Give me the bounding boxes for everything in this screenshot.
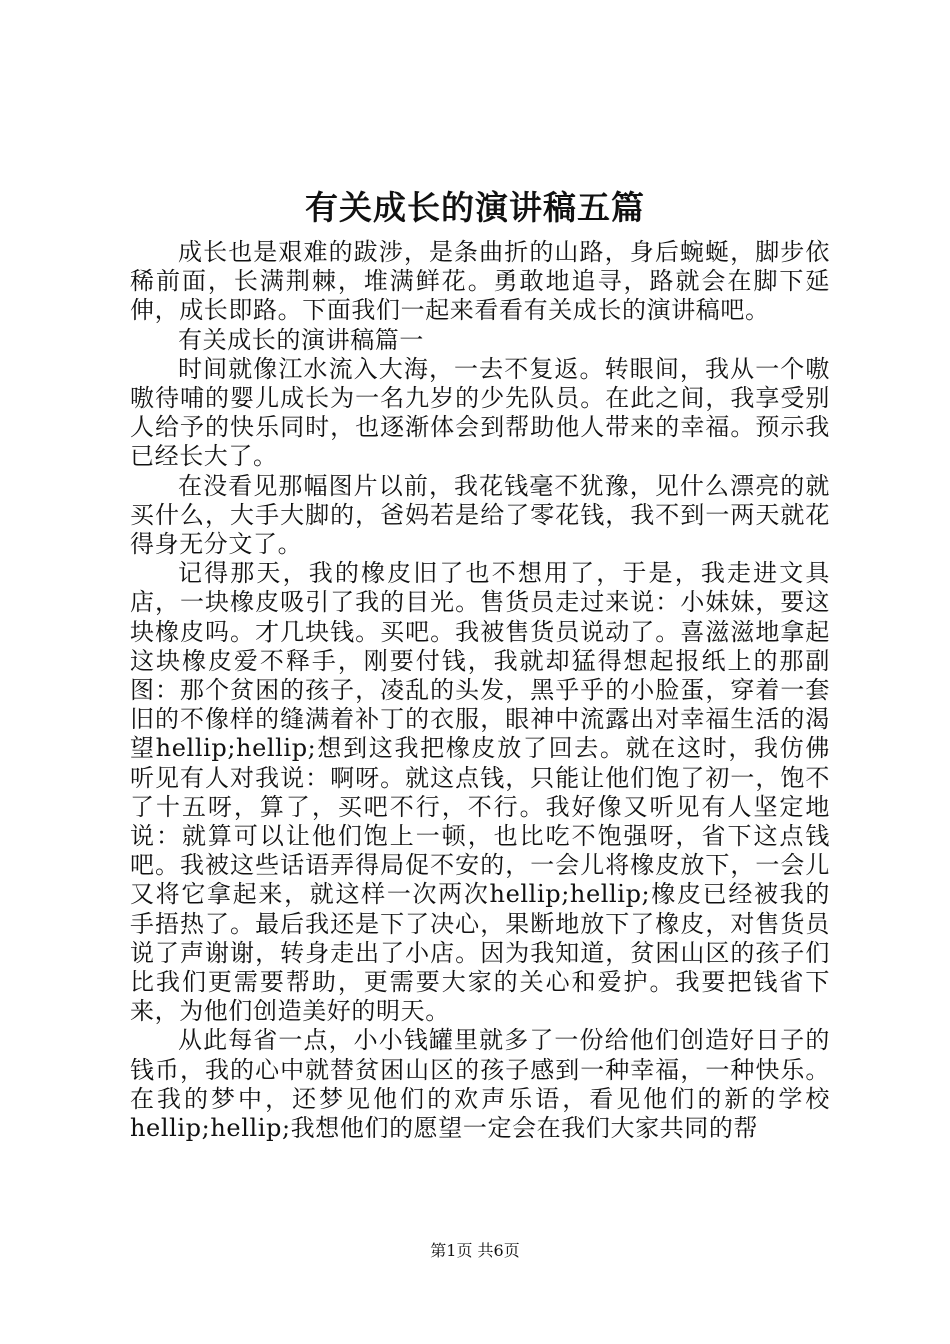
page-footer: 第1页 共6页 <box>430 1241 520 1260</box>
paragraph: 在没看见那幅图片以前，我花钱毫不犹豫，见什么漂亮的就买什么，大手大脚的，爸妈若是给了零花钱，我不到一两天就花得身无分文了。 <box>130 471 830 559</box>
paragraph-intro: 成长也是艰难的跋涉，是条曲折的山路，身后蜿蜒，脚步依稀前面，长满荆棘，堆满鲜花。勇敢地追寻，路就会在脚下延伸，成长即路。下面我们一起来看看有关成长的演讲稿吧。 <box>130 238 830 325</box>
page-title: 有关成长的演讲稿五篇 <box>305 188 645 227</box>
paragraph: 从此每省一点，小小钱罐里就多了一份给他们创造好日子的钱币，我的心中就替贫困山区的孩子感到一种幸福，一种快乐。在我的梦中，还梦见他们的欢声乐语，看见他们的新的学校hellip;hellip;我想他们的愿望一定会在我们大家共同的帮 <box>130 1026 830 1143</box>
paragraph: 时间就像江水流入大海，一去不复返。转眼间，我从一个嗷嗷待哺的婴儿成长为一名九岁的少先队员。在此之间，我享受别人给予的快乐同时，也逐渐体会到帮助他人带来的幸福。预示我已经长大了。 <box>130 354 830 471</box>
paragraph: 记得那天，我的橡皮旧了也不想用了，于是，我走进文具店，一块橡皮吸引了我的目光。售货员走过来说：小妹妹，要这块橡皮吗。才几块钱。买吧。我被售货员说动了。喜滋滋地拿起这块橡皮爱不释手，刚要付钱，我就却猛得想起报纸上的那副图：那个贫困的孩子，凌乱的头发，黑乎乎的小脸蛋，穿着一套旧的不像样的缝满着补丁的衣服，眼神中流露出对幸福生活的渴望hellip;hellip;想到这我把橡皮放了回去。就在这时，我仿佛听见有人对我说：啊呀。就这点钱，只能让他们饱了初一，饱不了十五呀，算了，买吧不行，不行。我好像又听见有人坚定地说：就算可以让他们饱上一顿，也比吃不饱强呀，省下这点钱吧。我被这些话语弄得局促不安的，一会儿将橡皮放下，一会儿又将它拿起来，就这样一次两次hellip;hellip;橡皮已经被我的手捂热了。最后我还是下了决心，果断地放下了橡皮，对售货员说了声谢谢，转身走出了小店。因为我知道，贫困山区的孩子们比我们更需要帮助，更需要大家的关心和爱护。我要把钱省下来，为他们创造美好的明天。 <box>130 559 830 1026</box>
section-heading: 有关成长的演讲稿篇一 <box>178 325 424 354</box>
document-body <box>130 238 830 1143</box>
